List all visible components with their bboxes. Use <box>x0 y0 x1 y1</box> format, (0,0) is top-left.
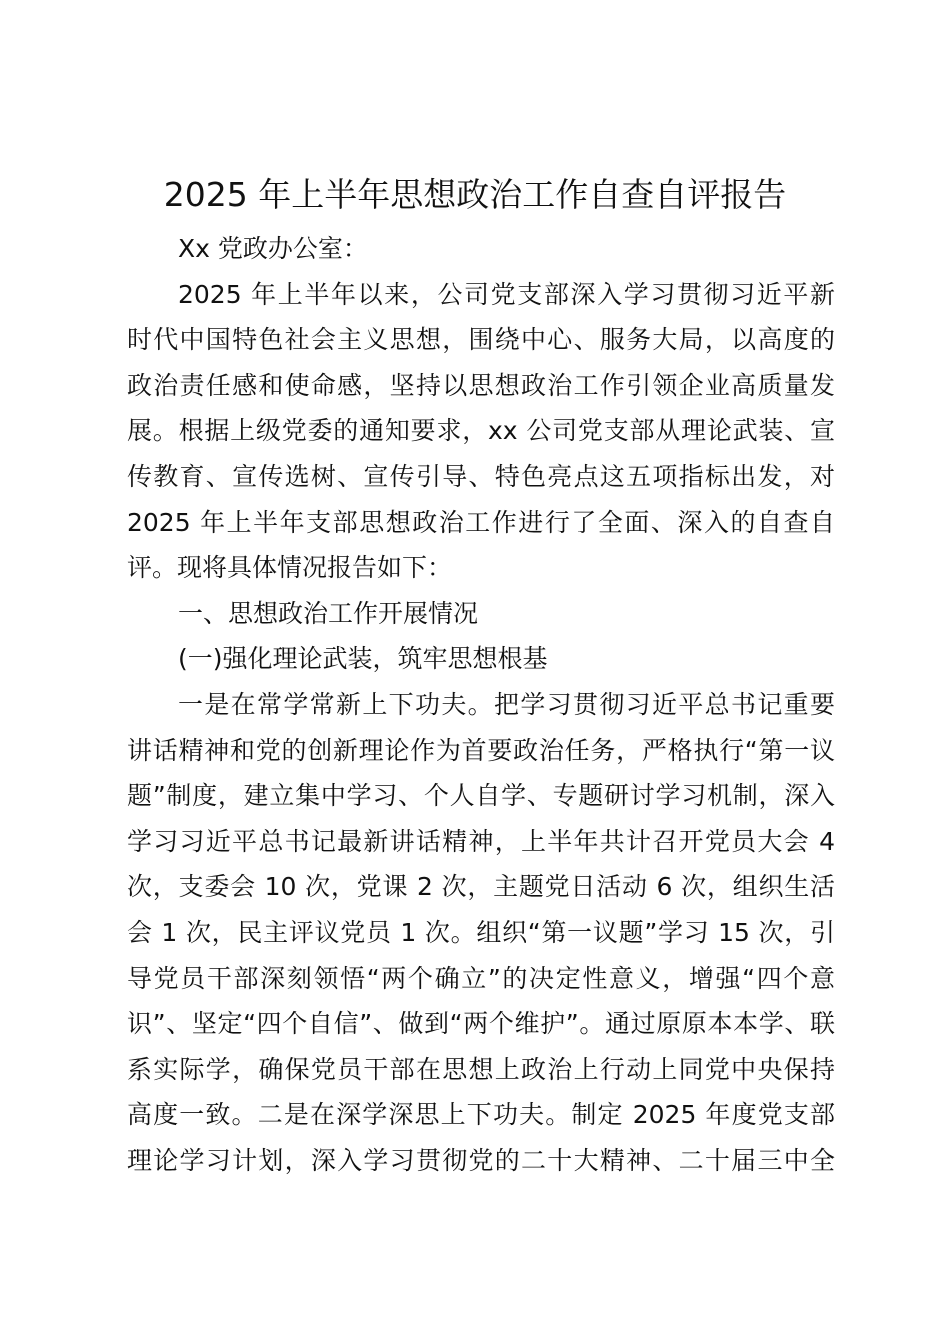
paragraph-line: 2025 年上半年支部思想政治工作进行了全面、深入的自查自 <box>127 507 835 537</box>
paragraph-line: 系实际学，确保党员干部在思想上政治上行动上同党中央保持 <box>127 1054 835 1084</box>
subsection-heading: (一)强化理论武装，筑牢思想根基 <box>178 644 548 674</box>
paragraph-line: 会 1 次，民主评议党员 1 次。组织“第一议题”学习 15 次，引 <box>127 917 835 947</box>
paragraph-line: 评。现将具体情况报告如下： <box>127 553 453 583</box>
paragraph-line: 展。根据上级党委的通知要求，xx 公司党支部从理论武装、宣 <box>127 416 835 446</box>
paragraph-line: 政治责任感和使命感，坚持以思想政治工作引领企业高质量发 <box>127 370 835 400</box>
document-title: 2025 年上半年思想政治工作自查自评报告 <box>163 175 787 214</box>
section-heading: 一、思想政治工作开展情况 <box>178 598 479 628</box>
salutation-line: Xx 党政办公室： <box>178 234 368 263</box>
paragraph-line: 传教育、宣传选树、宣传引导、特色亮点这五项指标出发，对 <box>127 461 835 491</box>
paragraph-line: 讲话精神和党的创新理论作为首要政治任务，严格执行“第一议 <box>127 735 835 765</box>
paragraph-line: 高度一致。二是在深学深思上下功夫。制定 2025 年度党支部 <box>127 1100 835 1130</box>
paragraph-line: 时代中国特色社会主义思想，围绕中心、服务大局，以高度的 <box>127 325 835 355</box>
paragraph-line: 一是在常学常新上下功夫。把学习贯彻习近平总书记重要 <box>178 689 835 719</box>
paragraph-line: 次，支委会 10 次，党课 2 次，主题党日活动 6 次，组织生活 <box>127 872 835 902</box>
paragraph-line: 识”、坚定“四个自信”、做到“两个维护”。通过原原本本学、联 <box>127 1009 835 1039</box>
paragraph-line: 学习习近平总书记最新讲话精神，上半年共计召开党员大会 4 <box>127 826 835 856</box>
paragraph-line: 题”制度，建立集中学习、个人自学、专题研讨学习机制，深入 <box>127 781 835 811</box>
paragraph-line: 2025 年上半年以来，公司党支部深入学习贯彻习近平新 <box>178 279 835 309</box>
document-body <box>127 226 835 1183</box>
paragraph-line: 理论学习计划，深入学习贯彻党的二十大精神、二十届三中全 <box>127 1145 835 1175</box>
paragraph-line: 导党员干部深刻领悟“两个确立”的决定性意义，增强“四个意 <box>127 963 835 993</box>
